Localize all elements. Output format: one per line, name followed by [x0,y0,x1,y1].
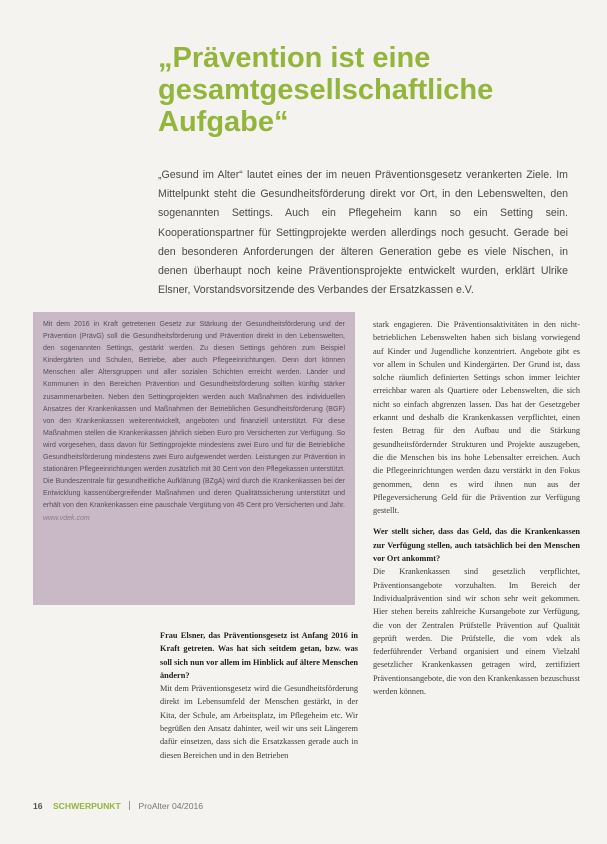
info-box-source: www.vdek.com [43,514,90,522]
interview-question-1: Frau Elsner, das Präventionsgesetz ist Anfang 2016 in Kraft getreten. Was hat sich seitdem getan, bzw. was soll sich nun vor allem im Hinblick auf ältere Menschen ändern? [160,631,358,680]
article-intro: „Gesund im Alter“ lautet eines der im neuen Präventionsgesetz verankerten Ziele. Im Mittelpunkt steht die Gesundheitsförderung direkt vor Ort, in den Lebenswelten, den sogenannten Settings. Auch ein Pflegeheim kann so ein Setting sein. Kooperationspartner für Settingprojekte werden allerdings noch gesucht. Gerade bei den besonderen Anforderungen der älteren Generation gebe es viele Nischen, in denen überhaupt noch keine Präventionsprojekte entwickelt wurden, erklärt Ulrike Elsner, Vorstandsvorsitzende des Verbandes der Ersatzkassen e.V. [158,169,568,297]
interview-answer-1: Mit dem Präventionsgesetz wird die Gesundheitsförderung direkt im Lebensumfeld der Menschen gestärkt, in der Kita, der Schule, am Arbeitsplatz, im Pflegeheim etc. Wir begrüßen den Ansatz dahinter, weil wir uns seit Längerem dafür einsetzen, dass sich die Ersatzkassen gerade auch in diesen Bereichen und in den Betrieben [160,684,358,760]
interview-column-middle [160,629,358,762]
article-title: „Prävention ist eine gesamtgesellschaftliche Aufgabe“ [158,42,494,138]
interview-column-right [373,318,580,698]
interview-answer-1-continued: stark engagieren. Die Präventionsaktivitäten in den nicht-betrieblichen Lebenswelten haben sich bislang vorwiegend auf Kinder und Jugendliche konzentriert. Angebote gibt es vor allem in Schulen und Kindergärten. Der Grund ist, dass solche räumlich definierten Settings schon immer leichter erreichbar waren als Quartiere oder Lebenswelten, die sich nicht so einfach abgrenzen lassen. Das hat der Gesetzgeber erkannt und deshalb die Krankenkassen verpflichtet, einen festen Betrag für den Aufbau und die Stärkung gesundheitsfördernder Strukturen und Projekte auszugeben, die die Menschen bis ins hohe Lebensalter erreichen. Auch die Pflegeeinrichtungen werden dazu verstärkt in den Fokus genommen, denn es wird ihnen nun aus der Pflegeversicherung Geld für die Prävention zur Verfügung gestellt. [373,320,580,516]
interview-answer-2: Die Krankenkassen sind gesetzlich verpflichtet, Präventionsangebote vorzuhalten. Im Bereich der Individualprävention sind wir schon sehr weit gekommen. Hier stehen bereits zahlreiche Kursangebote zur Verfügung, die von der Zentralen Prüfstelle Prävention auf Qualität geprüft werden. Die Prüfstelle, die vom vdek als federführender Verband organisiert und einem Vielzahl gesetzlicher Krankenkassen getragen wird, zertifiziert Präventionsangebote, die von den Krankenkassen bezuschusst werden können. [373,567,580,697]
page-number: 16 [33,801,43,811]
interview-question-2: Wer stellt sicher, dass das Geld, das die Krankenkassen zur Verfügung stellen, auch tatsächlich bei den Menschen vor Ort ankommt? [373,527,580,564]
page-footer [33,801,581,815]
info-box-text [43,319,345,525]
footer-divider [129,801,130,810]
magazine-issue: ProAlter 04/2016 [138,801,204,811]
info-box-body: Mit dem 2016 in Kraft getretenen Gesetz zur Stärkung der Gesundheitsförderung und der Prävention (PrävG) soll die Gesundheitsförderung und Prävention direkt in den Lebenswelten, den sogenannten Settings, gestärkt werden. Zu diesen Settings gehören zum Beispiel Kindergärten und Schulen, Betriebe, aber auch Pflegeeinrichtungen. Denn dort können Menschen aller Altersgruppen und aller sozialen Schichten erreicht werden. Länder und Kommunen in den Bereichen Prävention und Gesundheitsförderung sollten künftig stärker zusammenarbeiten. Neben den Settingprojekten werden auch Maßnahmen des individuellen Ansatzes der Krankenkassen und Maßnahmen der Betrieblichen Gesundheitsförderung (BGF) von den Krankenkassen weiterentwickelt, angeboten und finanziell unterstützt. Für diese Maßnahmen stellen die Krankenkassen jährlich sieben Euro pro Versicherten zur Verfügung. So wird vorgesehen, dass davon für Settingprojekte mindestens zwei Euro und für die Betriebliche Gesundheitsförderung mindestens zwei Euro aufgewendet werden. Leistungen zur Prävention in stationären Pflegeeinrichtungen werden zusätzlich mit 30 Cent von den Pflegekassen unterstützt. Die Bundeszentrale für gesundheitliche Aufklärung (BZgA) wird durch die Krankenkassen bei der Entwicklung kassenübergreifender Maßnahmen und deren Qualitätssicherung unterstützt und erhält von den Krankenkassen eine pauschale Vergütung von 45 Cent pro Versicherten und Jahr. [43,321,345,510]
section-label: SCHWERPUNKT [52,801,121,811]
info-box [33,312,355,605]
